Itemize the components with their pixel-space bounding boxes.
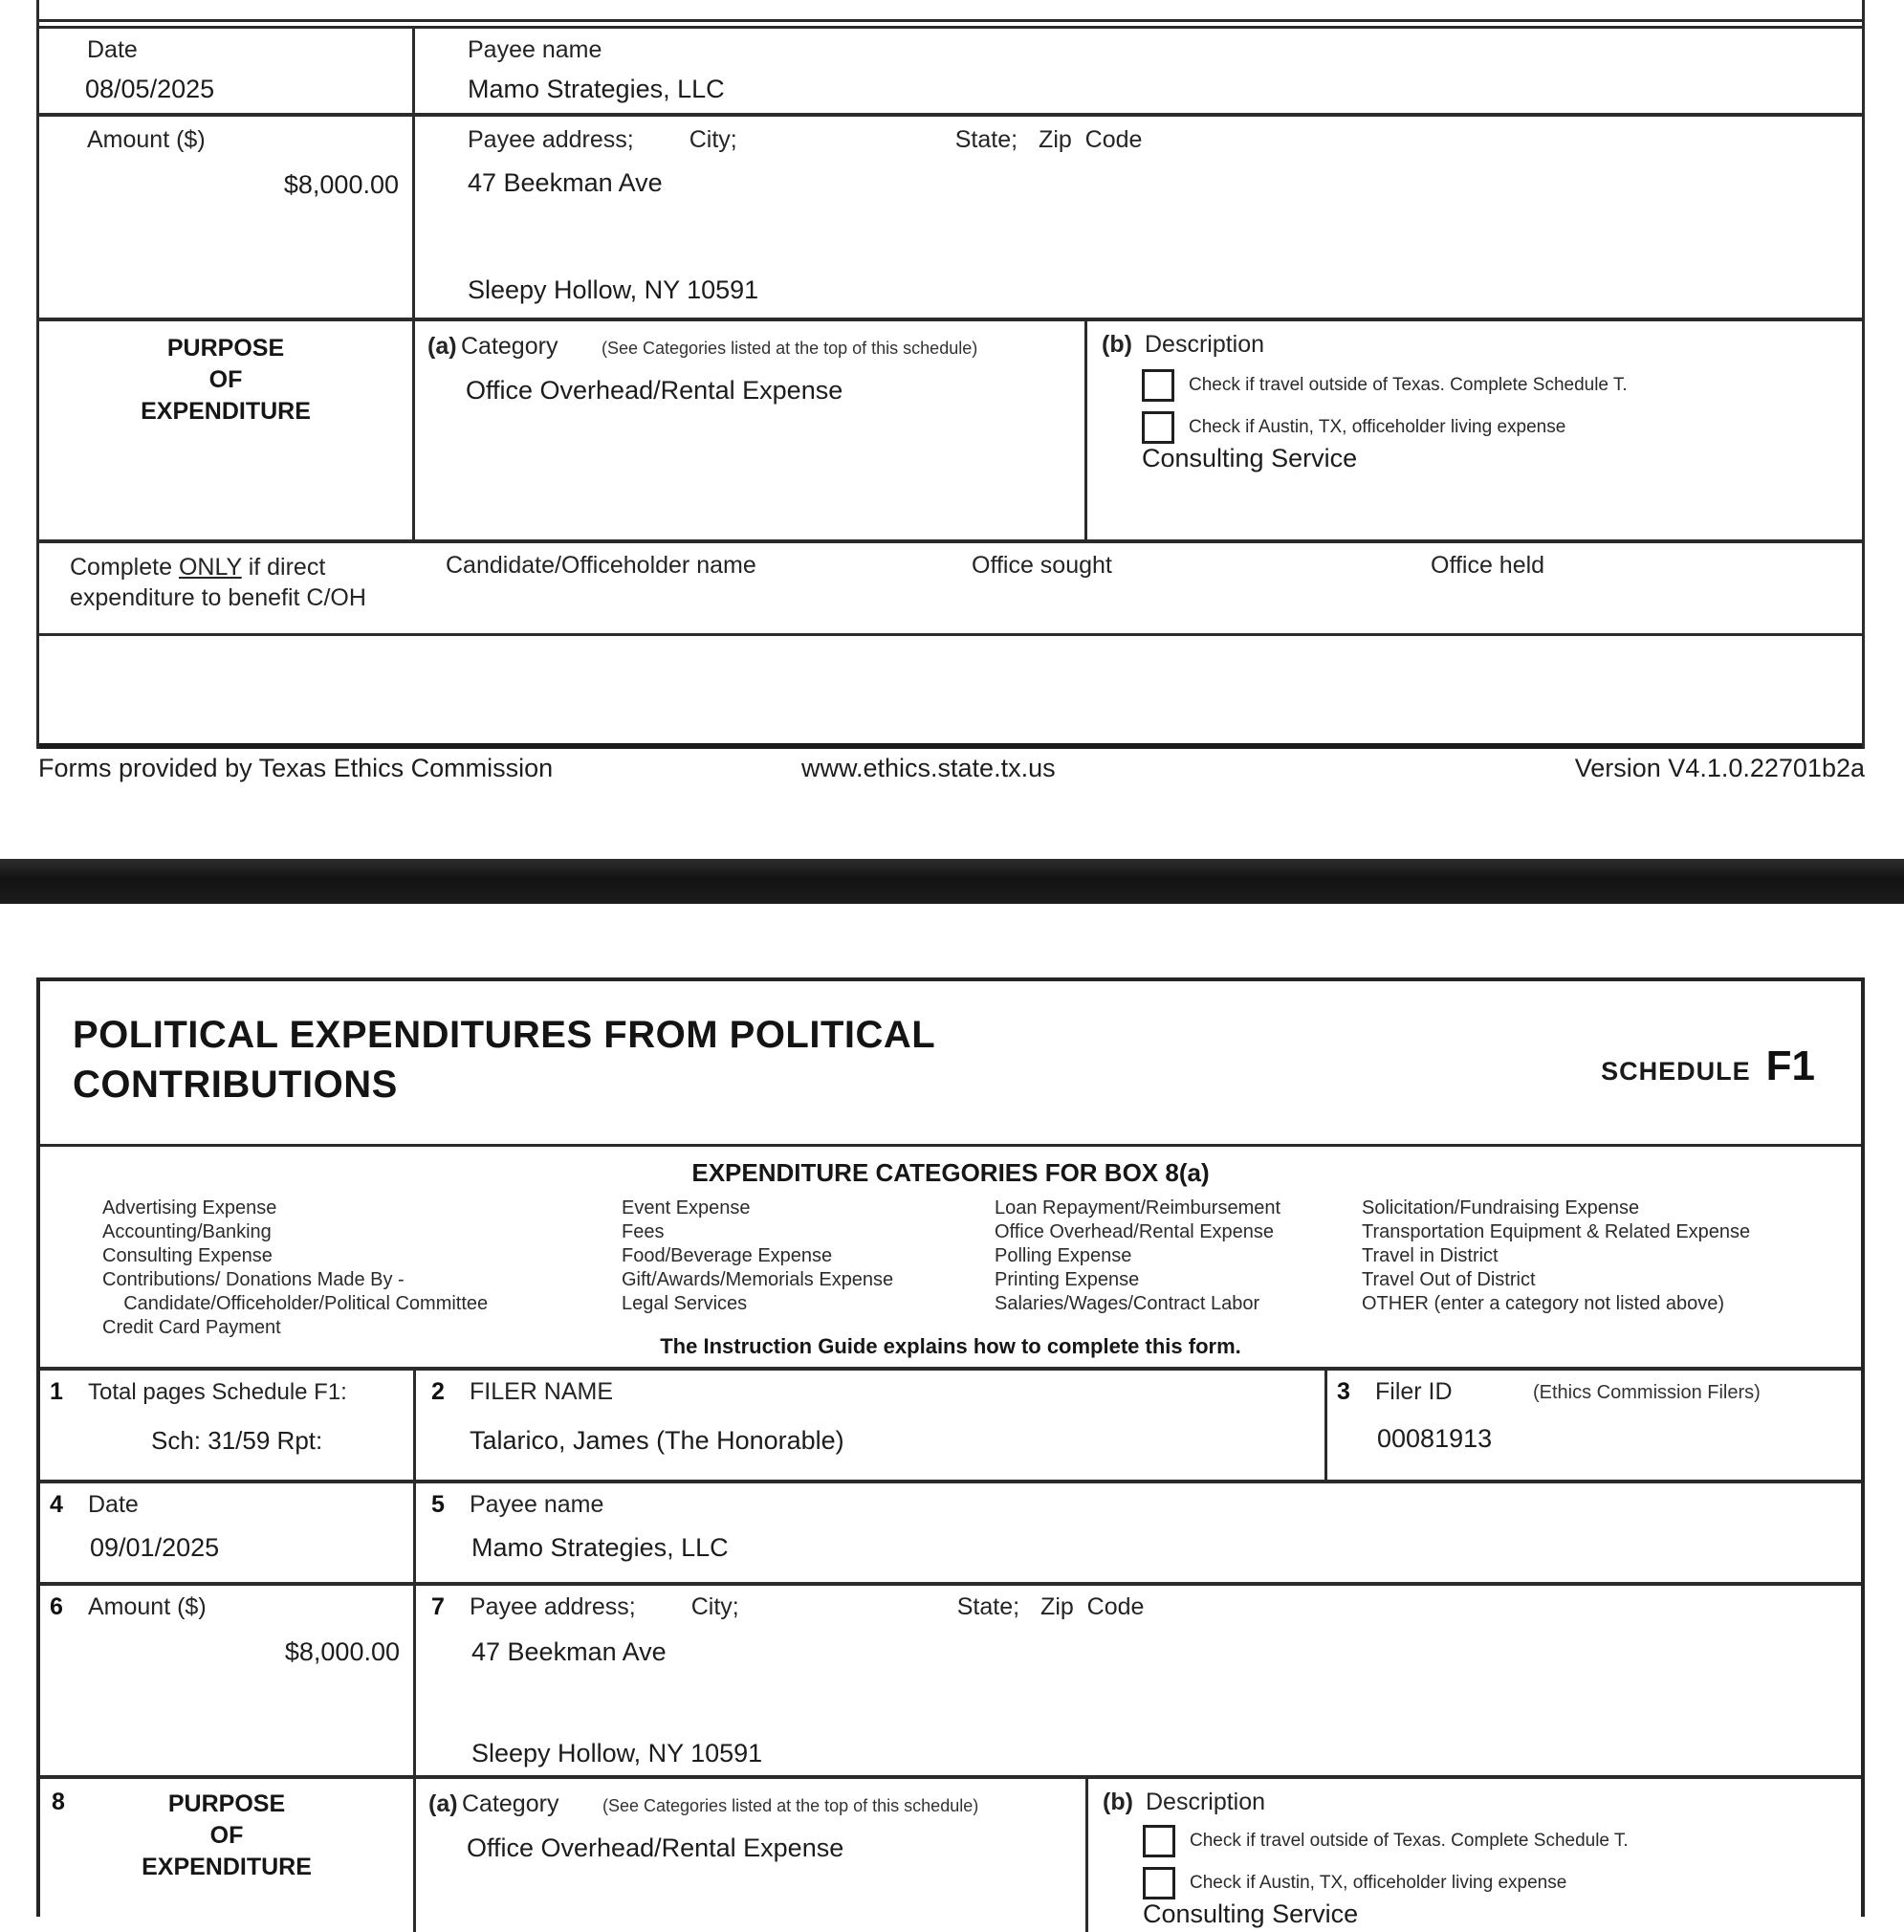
- state-label-2: State;: [956, 1593, 1020, 1620]
- schedule-header: [40, 981, 1861, 1144]
- payee-address-labels: [468, 126, 1142, 154]
- purpose-line3: EXPENDITURE: [141, 398, 311, 425]
- entry1-purpose-cell: [39, 321, 415, 539]
- category-item: Transportation Equipment & Related Expense: [1362, 1221, 1751, 1242]
- category-item: Advertising Expense: [102, 1197, 277, 1218]
- footer-provider: Forms provided by Texas Ethics Commission: [38, 754, 554, 782]
- payee-name-label-2: Payee name: [470, 1491, 604, 1518]
- category-prefix-2: (a): [428, 1790, 458, 1817]
- schedule-badge: [1601, 1043, 1815, 1090]
- purpose-of-expenditure-label: [39, 333, 412, 428]
- zip-code-label-2: Zip Code: [1040, 1593, 1145, 1620]
- entry1-date-payee-row: [39, 26, 1862, 113]
- instruction-guide-note: The Instruction Guide explains how to complete this form.: [660, 1334, 1241, 1358]
- cutoff-row-stub: [39, 0, 1862, 22]
- austin-checkbox-label: Check if Austin, TX, officeholder living expense: [1189, 417, 1566, 437]
- austin-check-row-2: [1143, 1867, 1566, 1899]
- austin-checkbox-label-2: Check if Austin, TX, officeholder living expense: [1190, 1873, 1567, 1893]
- description-label-2: Description: [1146, 1789, 1266, 1815]
- city-label-2: City;: [690, 1593, 739, 1620]
- page-footer: [36, 754, 1865, 784]
- date-label-2: Date: [88, 1491, 139, 1518]
- travel-check-row-2: [1143, 1825, 1629, 1857]
- travel-checkbox[interactable]: [1142, 369, 1174, 402]
- payee-address-label: Payee address;: [468, 126, 634, 153]
- entry2-category-value: Office Overhead/Rental Expense: [467, 1833, 844, 1862]
- amount-labelrow: [50, 1593, 207, 1621]
- amount-label: Amount ($): [87, 126, 206, 153]
- category-item: Solicitation/Fundraising Expense: [1362, 1197, 1640, 1218]
- entry2-payee-name-cell: [416, 1483, 1861, 1582]
- date-labelrow: [50, 1491, 139, 1519]
- page-title-line2: CONTRIBUTIONS: [73, 1064, 398, 1106]
- city-label: City;: [689, 126, 737, 153]
- category-label-2: Category: [462, 1790, 559, 1817]
- entry1-amount-cell: [39, 117, 415, 318]
- category-item: OTHER (enter a category not listed above): [1362, 1293, 1725, 1314]
- filer-name-labelrow: [431, 1378, 613, 1406]
- category-item: Office Overhead/Rental Expense: [995, 1221, 1275, 1242]
- entry1-description-value: Consulting Service: [1142, 444, 1358, 472]
- office-sought-label: Office sought: [972, 552, 1112, 579]
- entry2-description-cell: [1085, 1779, 1861, 1932]
- category-item: Legal Services: [622, 1293, 748, 1314]
- entry1-amount-value: $8,000.00: [283, 170, 399, 199]
- category-item: Event Expense: [622, 1197, 751, 1218]
- filer-name-cell: [416, 1371, 1324, 1480]
- box3-number: 3: [1337, 1378, 1350, 1405]
- box7-number: 7: [431, 1593, 445, 1620]
- footer-url: www.ethics.state.tx.us: [801, 754, 1056, 782]
- benefit-line2: expenditure to benefit C/OH: [70, 584, 366, 611]
- entry2-date-value: 09/01/2025: [90, 1533, 220, 1562]
- entry2-amount-address-row: [40, 1582, 1861, 1775]
- entry1-benefit-row: [39, 539, 1862, 633]
- travel-checkbox-label: Check if travel outside of Texas. Complete Schedule T.: [1189, 375, 1628, 395]
- date-label: Date: [87, 36, 138, 63]
- austin-living-checkbox-2[interactable]: [1143, 1867, 1175, 1899]
- category-item: Travel Out of District: [1362, 1269, 1536, 1290]
- travel-checkbox-label-2: Check if travel outside of Texas. Complete Schedule T.: [1190, 1831, 1629, 1851]
- entry1-empty-row: [39, 633, 1862, 749]
- candidate-officeholder-name-label: Candidate/Officeholder name: [446, 552, 756, 579]
- entry1-address-line1: 47 Beekman Ave: [468, 168, 663, 197]
- travel-check-row: [1142, 369, 1628, 402]
- zip-code-label: Zip Code: [1039, 126, 1143, 153]
- description-label: Description: [1145, 331, 1265, 358]
- filer-id-label: Filer ID: [1375, 1378, 1453, 1405]
- amount-label-2: Amount ($): [88, 1593, 207, 1620]
- entry2-purpose-cell: [40, 1779, 416, 1932]
- entry2-payee-address-cell: [416, 1586, 1861, 1775]
- description-prefix: (b): [1102, 331, 1132, 358]
- entry1-date-cell: [39, 29, 415, 113]
- filer-row: [40, 1367, 1861, 1480]
- austin-check-row: [1142, 411, 1565, 444]
- benefit-word-only: ONLY: [178, 554, 242, 581]
- categories-column-1: [102, 1197, 488, 1340]
- category-item: Credit Card Payment: [102, 1317, 281, 1338]
- entry2-description-value: Consulting Service: [1143, 1899, 1359, 1928]
- purpose-line2: OF: [208, 366, 243, 393]
- categories-column-2: [622, 1197, 893, 1316]
- category-note: (See Categories listed at the top of this schedule): [602, 339, 978, 358]
- category-note-2: (See Categories listed at the top of this schedule): [602, 1796, 979, 1815]
- filer-name-value: Talarico, James (The Honorable): [470, 1426, 844, 1455]
- categories-heading: EXPENDITURE CATEGORIES FOR BOX 8(a): [691, 1158, 1210, 1187]
- category-item: Loan Repayment/Reimbursement: [995, 1197, 1281, 1218]
- category-item: Consulting Expense: [102, 1245, 273, 1266]
- category-item: Polling Expense: [995, 1245, 1132, 1266]
- purpose-line2-2: OF: [209, 1822, 244, 1849]
- box6-number: 6: [50, 1593, 63, 1620]
- benefit-coh-label: [70, 552, 366, 613]
- filer-id-labelrow: [1337, 1378, 1453, 1406]
- page-1-partial: [36, 0, 1865, 749]
- payee-address-labels-2: [431, 1593, 1144, 1621]
- category-item: Salaries/Wages/Contract Labor: [995, 1293, 1260, 1314]
- category-item: Candidate/Officeholder/Political Committee: [102, 1293, 489, 1314]
- page-title: [73, 1010, 935, 1109]
- box8-number: 8: [52, 1789, 65, 1815]
- category-item: Travel in District: [1362, 1245, 1499, 1266]
- category-prefix: (a): [427, 333, 457, 360]
- entry1-purpose-row: [39, 318, 1862, 539]
- category-item: Fees: [622, 1221, 665, 1242]
- entry1-description-cell: [1084, 321, 1862, 539]
- footer-version: Version V4.1.0.22701b2a: [1574, 754, 1865, 782]
- total-pages-label: Total pages Schedule F1:: [88, 1379, 347, 1405]
- entry2-address-line2: Sleepy Hollow, NY 10591: [471, 1739, 763, 1767]
- entry1-date-value: 08/05/2025: [85, 75, 215, 103]
- entry2-category-cell: [416, 1779, 1085, 1932]
- page-title-line1: POLITICAL EXPENDITURES FROM POLITICAL: [73, 1014, 936, 1056]
- entry2-amount-cell: [40, 1586, 416, 1775]
- box1-number: 1: [50, 1378, 63, 1405]
- category-label: Category: [461, 333, 558, 360]
- entry2-purpose-row: [40, 1775, 1861, 1932]
- entry1-category-cell: [415, 321, 1084, 539]
- state-label: State;: [954, 126, 1018, 153]
- entry2-date-cell: [40, 1483, 416, 1582]
- page-2: [36, 977, 1865, 1928]
- filer-id-cell: [1324, 1371, 1861, 1480]
- category-item: Contributions/ Donations Made By -: [102, 1269, 405, 1290]
- box2-number: 2: [431, 1378, 445, 1405]
- filer-name-label: FILER NAME: [470, 1378, 614, 1405]
- categories-column-4: [1362, 1197, 1750, 1316]
- entry1-address-line2: Sleepy Hollow, NY 10591: [468, 275, 759, 304]
- purpose-line1-2: PURPOSE: [167, 1790, 286, 1817]
- entry1-amount-address-row: [39, 113, 1862, 318]
- category-item: Food/Beverage Expense: [622, 1245, 833, 1266]
- total-pages-cell: [40, 1371, 416, 1480]
- purpose-line1: PURPOSE: [166, 335, 285, 362]
- purpose-of-expenditure-label-2: [40, 1789, 413, 1883]
- description-prefix-2: (b): [1103, 1789, 1133, 1815]
- schedule-label: SCHEDULE: [1601, 1057, 1751, 1086]
- box5-number: 5: [431, 1491, 445, 1518]
- payee-name-label: Payee name: [468, 36, 602, 63]
- box4-number: 4: [50, 1491, 63, 1518]
- total-pages-value: Sch: 31/59 Rpt:: [151, 1426, 323, 1455]
- category-item: Gift/Awards/Memorials Expense: [622, 1269, 894, 1290]
- office-held-label: Office held: [1431, 552, 1545, 579]
- category-item: Printing Expense: [995, 1269, 1140, 1290]
- entry2-payee-name-value: Mamo Strategies, LLC: [471, 1533, 729, 1562]
- entry1-payee-name-cell: [415, 29, 1862, 113]
- category-item: Accounting/Banking: [102, 1221, 272, 1242]
- purpose-line3-2: EXPENDITURE: [142, 1854, 312, 1880]
- austin-living-checkbox[interactable]: [1142, 411, 1174, 444]
- benefit-word-ifdirect: if direct: [248, 554, 326, 581]
- benefit-line1: [70, 552, 366, 582]
- entry1-payee-name-value: Mamo Strategies, LLC: [468, 75, 725, 103]
- payee-name-labelrow: [431, 1491, 603, 1519]
- filer-id-value: 00081913: [1377, 1424, 1493, 1453]
- entry2-amount-value: $8,000.00: [284, 1637, 400, 1666]
- entry2-address-line1: 47 Beekman Ave: [471, 1637, 667, 1666]
- page-separator-bar: [0, 859, 1904, 904]
- categories-column-3: [995, 1197, 1280, 1316]
- total-pages-labelrow: [50, 1378, 347, 1406]
- payee-address-label-2: Payee address;: [470, 1593, 636, 1620]
- entry1-payee-address-cell: [415, 117, 1862, 318]
- schedule-code: F1: [1765, 1043, 1815, 1089]
- expenditure-categories-box: [40, 1144, 1861, 1367]
- entry2-date-payee-row: [40, 1480, 1861, 1582]
- entry1-category-value: Office Overhead/Rental Expense: [466, 376, 843, 405]
- benefit-word-complete: Complete: [70, 554, 172, 581]
- travel-checkbox-2[interactable]: [1143, 1825, 1175, 1857]
- filer-id-note: (Ethics Commission Filers): [1533, 1382, 1761, 1403]
